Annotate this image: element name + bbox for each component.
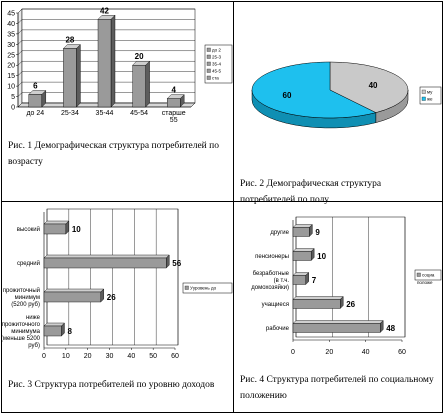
income-data-label: 8 xyxy=(67,327,72,336)
age-y-tick-label: 10 xyxy=(7,83,15,91)
income-data-label: 56 xyxy=(172,259,182,268)
social-data-label: 9 xyxy=(315,228,320,237)
age-bar xyxy=(133,65,146,107)
age-x-tick-label: 45-54 xyxy=(130,110,149,117)
age-y-tick-label: 15 xyxy=(7,73,15,81)
income-x-tick-label: 40 xyxy=(127,353,136,360)
social-data-label: 10 xyxy=(317,252,327,261)
income-data-label: 10 xyxy=(71,225,81,234)
age-legend-label: 35-4 xyxy=(212,61,222,67)
age-legend-swatch xyxy=(207,55,211,59)
age-y-tick-label: 45 xyxy=(7,10,15,18)
age-data-label: 6 xyxy=(33,81,38,91)
social-y-tick-label: безработные (в т.ч. домохозяйки) xyxy=(251,271,289,291)
social-x-tick-label: 20 xyxy=(325,349,334,356)
age-legend-label: до 2 xyxy=(212,47,221,53)
age-bar xyxy=(29,94,42,107)
gender-data-label: 40 xyxy=(368,80,378,90)
gender-legend-swatch xyxy=(422,90,426,94)
social-legend-label: социа xyxy=(422,272,435,278)
social-bar-top xyxy=(293,297,343,300)
social-y-tick-label: пенсионеры xyxy=(255,254,289,260)
social-y-tick-label: учащиеся xyxy=(261,302,289,308)
social-x-tick-label: 60 xyxy=(398,349,406,356)
age-side-wall xyxy=(18,9,22,107)
social-x-tick-label: 40 xyxy=(361,349,370,356)
social-bar xyxy=(293,228,309,237)
age-legend-swatch xyxy=(207,76,211,80)
social-bar-top xyxy=(293,321,383,324)
caption-social: Рис. 4 Структура потребителей по социальному положению xyxy=(240,375,434,401)
income-legend-swatch xyxy=(185,286,189,290)
age-y-tick-label: 20 xyxy=(7,62,15,70)
social-legend-swatch xyxy=(417,273,421,277)
social-y-tick-label: другие xyxy=(270,230,289,236)
gender-legend-swatch xyxy=(422,97,426,101)
social-bar xyxy=(293,300,340,309)
age-bar-side xyxy=(76,45,80,107)
income-bar xyxy=(44,224,66,234)
age-x-tick-label: 35-44 xyxy=(95,110,114,117)
income-bar xyxy=(44,258,166,268)
age-bar xyxy=(98,19,111,107)
social-legend-label-2: положе xyxy=(417,280,433,285)
age-data-label: 20 xyxy=(134,52,144,62)
income-legend-label: Ууровень до xyxy=(190,285,217,291)
age-y-tick-label: 25 xyxy=(7,52,15,60)
age-x-tick-label: старше 55 xyxy=(161,110,186,124)
income-y-tick-label: прожиточный минимум (5200 руб) xyxy=(2,288,40,308)
gender-legend-label: же xyxy=(427,96,433,102)
income-y-tick-label: ниже прожиточного минимума (меньше 5200 руб) xyxy=(0,315,40,349)
age-legend-label: ста xyxy=(212,75,219,81)
income-bar-top xyxy=(44,255,169,258)
income-x-tick-label: 30 xyxy=(105,353,114,360)
income-data-label: 26 xyxy=(106,293,116,302)
age-x-tick-label: до 24 xyxy=(26,110,45,117)
income-bar-top xyxy=(44,221,69,224)
social-y-tick-label: рабочие xyxy=(265,326,289,332)
caption-income: Рис. 3 Структура потребителей по уровню доходов xyxy=(8,380,215,390)
social-bar xyxy=(293,324,380,333)
income-x-tick-label: 10 xyxy=(61,353,70,360)
age-legend-swatch xyxy=(207,48,211,52)
age-y-tick-label: 35 xyxy=(7,31,15,39)
income-x-tick-label: 20 xyxy=(83,353,92,360)
income-bar-top xyxy=(44,289,104,292)
social-data-label: 48 xyxy=(386,324,396,333)
age-y-tick-label: 0 xyxy=(11,104,15,112)
income-y-tick-label: средний xyxy=(16,261,40,267)
social-bar-top xyxy=(293,225,312,228)
age-y-tick-label: 40 xyxy=(7,20,15,28)
caption-gender: Рис. 2 Демографическая структура потребителей по полу xyxy=(240,179,382,205)
income-bar xyxy=(44,292,101,302)
age-bar xyxy=(63,49,76,107)
income-x-tick-label: 0 xyxy=(42,353,46,360)
social-x-tick-label: 0 xyxy=(291,349,295,356)
age-bar xyxy=(167,99,180,107)
income-x-tick-label: 60 xyxy=(171,353,179,360)
social-data-label: 7 xyxy=(311,276,317,285)
income-bar-top xyxy=(44,323,64,326)
age-data-label: 28 xyxy=(65,35,75,45)
age-legend-label: 45-5 xyxy=(212,68,222,74)
social-bar-top xyxy=(293,249,314,252)
social-bar xyxy=(293,252,311,261)
age-x-tick-label: 25-34 xyxy=(60,110,79,117)
social-data-label: 26 xyxy=(346,300,356,309)
age-bar-side xyxy=(111,15,115,107)
age-data-label: 4 xyxy=(171,85,176,95)
age-legend-swatch xyxy=(207,62,211,66)
income-bar xyxy=(44,326,61,336)
caption-age: Рис. 1 Демографическая структура потребителей по возрасту xyxy=(8,141,219,167)
income-x-tick-label: 50 xyxy=(149,353,158,360)
income-y-tick-label: высокий xyxy=(16,227,40,233)
social-bar xyxy=(293,276,306,285)
age-legend-swatch xyxy=(207,69,211,73)
age-legend-label: 25-3 xyxy=(212,54,222,60)
age-bar-side xyxy=(146,61,150,107)
age-y-tick-label: 5 xyxy=(11,94,15,102)
age-data-label: 42 xyxy=(100,6,109,16)
gender-legend-label: му xyxy=(427,89,433,95)
gender-data-label: 60 xyxy=(282,91,292,101)
age-y-tick-label: 30 xyxy=(7,41,15,49)
